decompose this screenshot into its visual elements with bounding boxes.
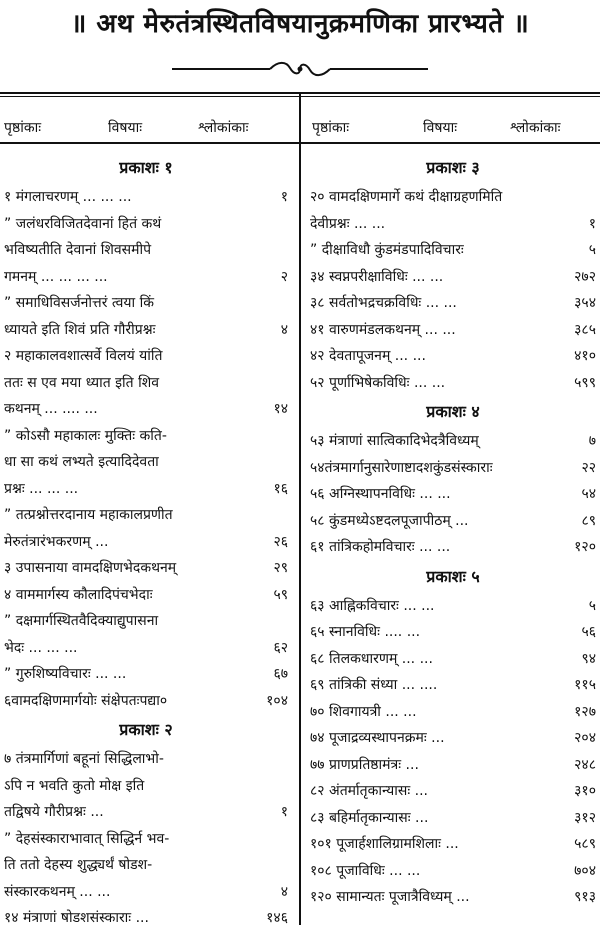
entry-text: ५२ पूर्णाभिषेकविधिः ... ... [310,374,446,391]
entry-page-number [282,826,288,853]
entry-page-number: ५६ [581,624,596,640]
entry-page-number: १ [588,215,596,232]
index-entry [4,370,288,397]
entry-page-number: १२७ [574,703,596,720]
index-entry [4,555,288,582]
page-title: ॥ अथ मेरुतंत्रस्थितविषयानुक्रमणिका प्रारभ्यते ॥ [70,9,530,39]
index-entry [310,481,596,508]
index-entry [4,661,288,688]
entry-page-number: ४ [280,321,288,338]
entry-text: ” समाधिविसर्जनोत्तरं त्वया किं [4,295,154,311]
entry-text: संस्कारकथनम् ... ... [4,883,111,900]
entry-text: देवीप्रश्नः ... ... [310,215,386,232]
entry-page-number: ११५ [574,677,596,693]
index-entry [310,508,596,535]
entry-text: १०८ पूजाविधिः ... ... [310,862,421,879]
entry-text: ५६ अग्निस्थापनविधिः ... ... [310,486,451,502]
entry-page-number [282,290,288,317]
entry-text: ” दक्षमार्गस्थितवैदिक्याद्युपासना [4,613,159,629]
entry-text: भेदः ... ... ... [4,639,78,656]
entry-text: ४ वाममार्गस्य कौलादिपंचभेदाः [4,586,153,603]
entry-text: ८२ अंतर्मातृकान्यासः ... [310,783,429,799]
left-column [4,152,288,932]
index-entry [310,619,596,646]
entry-page-number: २६ [273,533,288,550]
entry-page-number [282,502,288,529]
entry-text: ” कोऽसौ महाकालः मुक्तिः कति- [4,427,167,444]
section-title: प्रकाशः १ [119,158,173,177]
entry-text: ति ततो देहस्य शुद्ध्यर्थं षोडश- [4,857,153,873]
entry-text: १०१ पूजार्हशालिग्रामशिलाः ... [310,836,459,852]
index-entry [4,343,288,370]
entry-page-number: १६ [273,480,288,497]
entry-text: ७४ पूजाद्रव्यस्थापनक्रमः ... [310,730,445,746]
entry-page-number: ५ [588,242,596,258]
entry-text: ७७ प्राणप्रतिष्ठामंत्रः ... [310,756,419,773]
entry-text: १ मंगलाचरणम् ... ... ... [4,189,132,205]
entry-page-number: १ [280,804,288,820]
header-subject-right: विषयाः [423,120,458,136]
index-entry [4,502,288,529]
index-entry [310,884,596,911]
entry-text: ३४ स्वप्नपरीक्षाविधिः ... ... [310,268,444,285]
index-entry [4,290,288,317]
entry-text: ६८ तिलकधारणम् ... ... [310,650,433,667]
entry-text: धा सा कथं लभ्यते इत्यादिदेवता [4,454,159,470]
entry-page-number: २०४ [574,730,596,746]
index-entry [310,699,596,726]
index-entry [310,343,596,370]
entry-page-number: ९४ [581,650,596,667]
entry-text: ” देहसंस्काराभावात् सिद्धिर्न भव- [4,830,170,847]
entry-text: ६९ तांत्रिकी संध्या ... .... [310,677,438,693]
entry-text: ५८ कुंडमध्येऽष्टदलपूजापीठम् ... [310,512,469,529]
index-entry [310,752,596,779]
entry-page-number: १४६ [266,910,288,926]
index-entry [310,858,596,885]
entry-text: ६५ स्नानविधिः .... ... [310,624,421,640]
index-entry [310,184,596,211]
index-entry [4,264,288,291]
index-entry [4,905,288,932]
index-entry [310,317,596,344]
index-entry [310,725,596,752]
index-entry [310,646,596,673]
entry-text: ” दीक्षाविधौ कुंडमंडपादिविचारः [310,242,464,258]
entry-text: ” जलंधरविजितदेवानां हितं कथं [4,215,162,232]
entry-text: १२० सामान्यतः पूजात्रैविध्यम् ... [310,889,470,905]
entry-page-number: ३१० [574,783,596,799]
entry-page-number: २२ [581,459,596,476]
index-entry [310,593,596,620]
entry-page-number: २ [280,268,288,285]
index-entry [4,184,288,211]
entry-page-number [282,746,288,773]
entry-page-number [282,343,288,370]
header-page-right: पृष्ठांकाः [312,120,350,136]
entry-page-number [282,852,288,879]
column-divider [299,92,301,925]
index-entry [4,608,288,635]
index-entry [4,423,288,450]
entry-text: ४२ देवतापूजनम् ... ... [310,348,426,364]
entry-text: ध्यायते इति शिवं प्रति गौरीप्रश्नः [4,321,156,338]
entry-page-number: १२० [574,539,596,555]
index-entry [310,370,596,397]
entry-page-number: ७०४ [574,862,596,879]
entry-page-number [282,449,288,476]
index-entry [310,264,596,291]
entry-page-number [590,184,596,211]
entry-page-number [282,370,288,397]
entry-text: ७ तंत्रमार्गिणां बहूनां सिद्धिलाभो- [4,751,164,767]
index-entry [310,672,596,699]
entry-page-number: ३१२ [574,809,596,826]
entry-text: ३८ सर्वतोभद्रचक्रविधिः ... ... [310,295,457,311]
index-entry [310,290,596,317]
index-entry [310,211,596,238]
index-entry [4,635,288,662]
entry-page-number: ५८९ [574,836,596,852]
index-entry [310,534,596,561]
index-entry [4,773,288,800]
entry-page-number: २९ [273,560,288,576]
entry-page-number: ९१३ [574,889,596,905]
section-title: प्रकाशः ४ [426,402,480,421]
entry-text: ” गुरुशिष्यविचारः ... ... [4,666,127,682]
header-verse-left: श्लोकांकाः [198,120,249,136]
index-entry [310,455,596,482]
entry-text: गमनम् ... ... ... ... [4,268,108,285]
entry-page-number: ६२ [273,639,288,656]
entry-text: ८३ बहिर्मातृकान्यासः ... [310,809,429,826]
entry-text: ऽपि न भवति कुतो मोक्ष इति [4,777,145,794]
entry-text: ३ उपासनाया वामदक्षिणभेदकथनम् [4,560,177,576]
entry-page-number: ५९ [273,586,288,603]
entry-text: ” तत्प्रश्नोत्तरदानाय महाकालप्रणीत [4,507,173,523]
entry-text: २ महाकालवशात्सर्वे विलयं यांति [4,348,163,364]
header-verse-right: श्लोकांकाः [510,120,561,136]
entry-text: ७० शिवगायत्री ... ... [310,703,417,720]
entry-text: तद्विषये गौरीप्रश्नः ... [4,804,104,820]
entry-page-number: ७ [588,433,596,449]
entry-page-number: ३८५ [574,321,596,338]
section-title: प्रकाशः ५ [426,566,480,586]
entry-text: ६३ आह्निकविचारः ... ... [310,597,435,614]
entry-text: प्रश्नः ... ... ... [4,480,79,497]
index-entry [4,396,288,423]
entry-page-number: ५ [588,597,596,614]
entry-text: कथनम् ... .... ... [4,401,98,417]
entry-page-number [282,211,288,238]
entry-page-number: १ [280,189,288,205]
entry-page-number: ८९ [581,512,596,529]
index-entry [310,237,596,264]
header-page-left: पृष्ठांकाः [4,120,42,136]
index-entry [310,805,596,832]
index-entry [4,879,288,906]
entry-text: भविष्यतीति देवानां शिवसमीपे [4,242,152,258]
index-entry [4,852,288,879]
index-entry [4,317,288,344]
entry-text: ४१ वारुणमंडलकथनम् ... ... [310,321,456,338]
entry-page-number [282,608,288,635]
entry-text: मेरुतंत्रारंभकरणम् ... [4,533,109,550]
index-entry [4,529,288,556]
index-entry [4,688,288,715]
entry-text: ५३ मंत्राणां सात्विकादिभेदत्रैविध्यम् [310,433,479,449]
entry-page-number [282,423,288,450]
entry-page-number: १०४ [266,692,288,709]
index-entry [4,746,288,773]
entry-page-number [282,773,288,800]
entry-page-number: ४ [280,883,288,900]
entry-page-number: ३५४ [574,295,596,311]
header-subject-left: विषयाः [108,120,143,136]
index-entry [310,428,596,455]
entry-text: २० वामदक्षिणमार्गे कथं दीक्षाग्रहणमिति [310,189,503,205]
entry-page-number: ५४ [581,486,596,502]
section-title: प्रकाशः ३ [426,158,480,177]
index-entry [4,211,288,238]
index-entry [310,831,596,858]
index-entry [310,778,596,805]
index-entry [4,476,288,503]
entry-text: ५४तंत्रमार्गानुसारेणाष्टादशकुंडसंस्काराः [310,459,493,476]
entry-page-number: २७२ [574,268,596,285]
entry-text: ६वामदक्षिणमार्गयोः संक्षेपतःपद्या० [4,692,168,709]
entry-page-number: ५९९ [574,374,596,391]
index-entry [4,799,288,826]
index-entry [4,237,288,264]
entry-page-number: २४८ [574,756,596,773]
entry-text: १४ मंत्राणां षोडशसंस्काराः ... [4,910,149,926]
entry-page-number: १४ [273,401,288,417]
entry-page-number [282,237,288,264]
ornament-divider [172,60,428,78]
entry-text: ६१ तांत्रिकहोमविचारः ... ... [310,539,451,555]
index-entry [4,449,288,476]
entry-page-number: ४१० [574,348,596,364]
index-entry [4,826,288,853]
section-title: प्रकाशः २ [119,720,173,739]
entry-text: ततः स एव मया ध्यात इति शिव [4,374,159,391]
right-column [310,152,596,911]
index-entry [4,582,288,609]
entry-page-number: ६७ [273,666,288,682]
